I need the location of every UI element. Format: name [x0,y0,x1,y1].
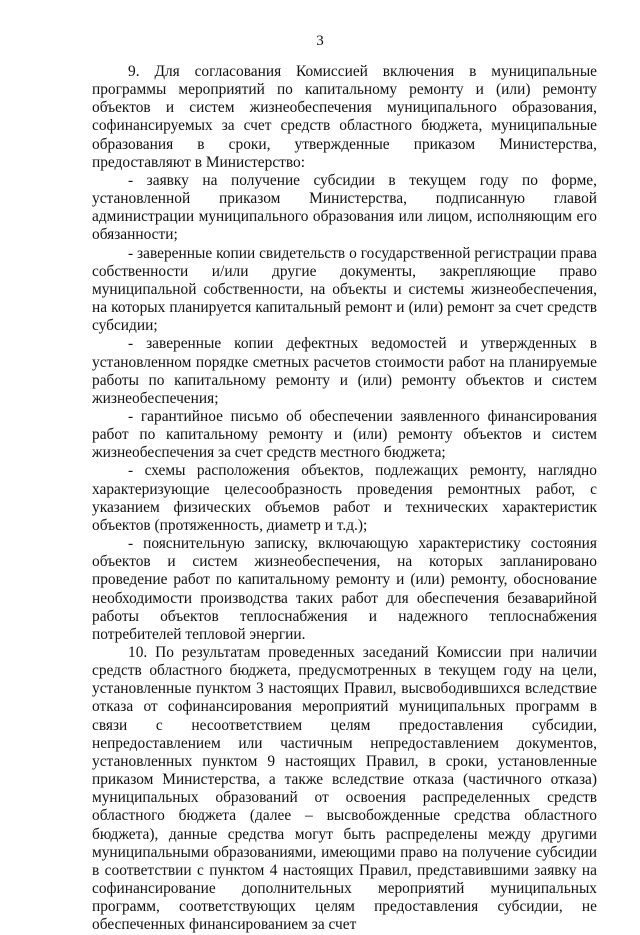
paragraph-item-10: 10. По результатам проведенных заседаний Комиссии при наличии средств областного бюджета, предусмотренных в текущем году на цели, установленные пунктом 3 настоящих Правил, высвободившихся вследствие отказа от софинансирования мероприятий муниципальных программ в связи с несоответствием целям предоставления субсидии, непредоставлением или частичным непредоставлением документов, установленных пунктом 9 настоящих Правил, в сроки, установленные приказом Министерства, а также вследствие отказа (частичного отказа) муниципальных образований от освоения распределенных средств областного бюджета (далее – высвобожденные средства областного бюджета), данные средства могут быть распределены между другими муниципальными образованиями, имеющими право на получение субсидии в соответствии с пунктом 4 настоящих Правил, представившими заявку на софинансирование дополнительных мероприятий муниципальных программ, соответствующих целям предоставления субсидии, не обеспеченных финансированием за счет [92,644,597,934]
paragraph-application: - заявку на получение субсидии в текущем году по форме, установленной приказом Министерства, подписанную главой администрации муниципального образования или лицом, исполняющим его обязанности; [92,171,597,244]
paragraph-explanatory-note: - пояснительную записку, включающую характеристику состояния объектов и систем жизнеобеспечения, на которых запланировано проведение работ по капитальному ремонту и (или) ремонту, обоснование необходимости производства таких работ для обеспечения безаварийной работы объектов теплоснабжения и надежного теплоснабжения потребителей тепловой энергии. [92,535,597,643]
paragraph-defect-statements: - заверенные копии дефектных ведомостей и утвержденных в установленном порядке сметных расчетов стоимости работ на планируемые работы по капитальному ремонту и (или) ремонту объектов и систем жизнеобеспечения; [92,335,597,407]
document-body [92,63,597,935]
paragraph-guarantee-letter: - гарантийное письмо об обеспечении заявленного финансирования работ по капитальному ремонту и (или) ремонту объектов и систем жизнеобеспечения за счет средств местного бюджета; [92,407,597,462]
paragraph-item-9: 9. Для согласования Комиссией включения в муниципальные программы мероприятий по капитальному ремонту и (или) ремонту объектов и систем жизнеобеспечения муниципального образования, софинансируемых за счет средств областного бюджета, муниципальные образования в сроки, утвержденные приказом Министерства, предоставляют в Министерство: [92,63,597,171]
paragraph-location-schemes: - схемы расположения объектов, подлежащих ремонту, наглядно характеризующие целесообразность проведения ремонтных работ, с указанием физических объемов работ и технических характеристик объектов (протяженность, диаметр и т.д.); [92,462,597,534]
page-number: 3 [316,33,324,49]
paragraph-ownership-certificates: - заверенные копии свидетельств о государственной регистрации права собственности и/или другие документы, закрепляющие право муниципальной собственности, на объекты и системы жизнеобеспечения, на которых планируется капитальный ремонт и (или) ремонт за счет средств субсидии; [92,244,597,335]
